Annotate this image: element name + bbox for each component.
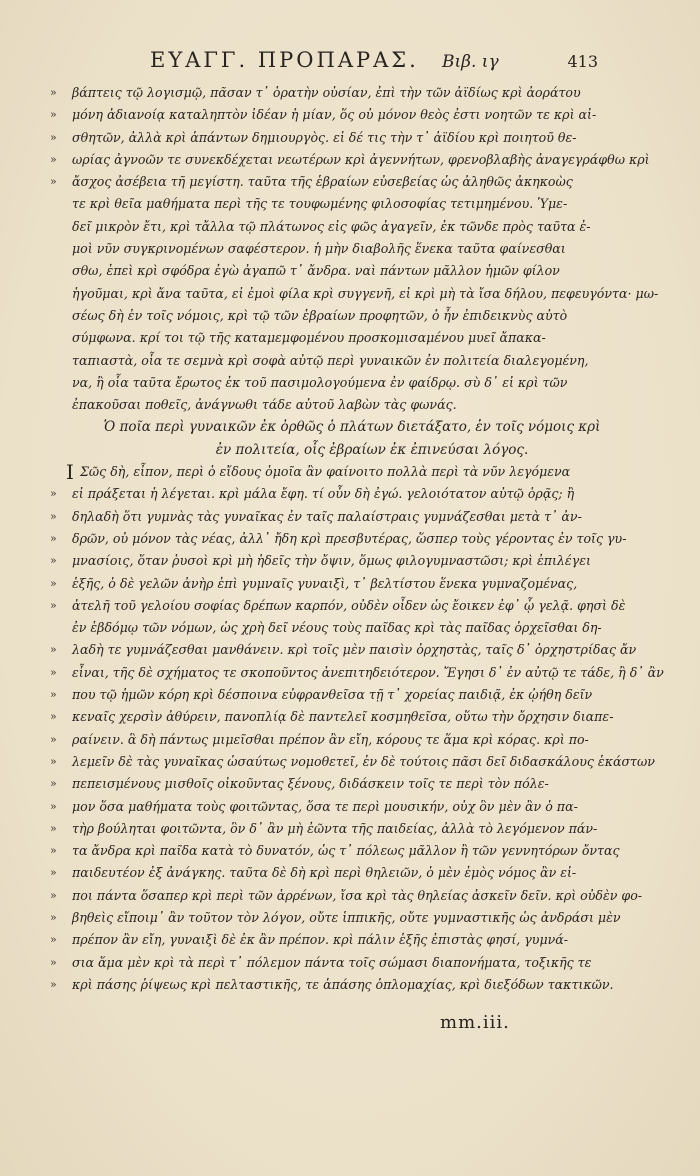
quote-mark: » [50,509,57,523]
text-line [50,751,655,773]
line-text: ἄσχος ἀσέβεια τῆ μεγίστη. ταῦτα τῆς ἑβραίων εὐσεβείας ὡς ἀληθῶς ἀκηκοὼς [72,174,573,190]
quote-mark: » [50,688,57,702]
text-line [50,573,632,595]
quote-mark: » [50,977,57,991]
quote-mark: » [50,933,57,947]
line-text: σθητῶν, ἀλλὰ κρὶ ἁπάντων δημιουργὸς. εἰ δέ τις τὴν τ᾽ ἀϊδίου κρὶ ποιητοῦ θε- [72,129,577,145]
line-text: ἡγοῦμαι, κρὶ ἄνα ταῦτα, εἰ ἐμοὶ φίλα κρὶ συγγενῆ, εἰ κρὶ μὴ τὰ ἴσα δήλου, πεφευγόντα· μω- [72,285,659,301]
text-line [50,662,664,684]
quote-mark: » [50,130,57,144]
line-text: ἐν πολιτεία, οἷς ἑβραίων ἐκ ἐπινεύσαι λόγος. [215,441,529,458]
line-text: εἶναι, τῆς δὲ σχήματος τε σκοποῦντος ἀνεπιτηδειότερον. Ἔγησι δ᾽ ἐν αὐτῷ τε τάδε, ἢ δ᾽ ἂν [72,664,664,680]
text-line [50,684,632,706]
line-text: κεναῖς χερσὶν ἀθύρειν, πανοπλίᾳ δὲ παντελεῖ κοσμηθεῖσα, οὕτω τὴν ὄρχησιν διαπε- [72,709,614,725]
line-text: ραίνειν. ἃ δὴ πάντως μιμεῖσθαι πρέπον ἂν εἴη, κόρους τε ἅμα κρὶ κόρας. κρὶ πο- [72,731,589,747]
line-text: σέως δὴ ἐν τοῖς νόμοις, κρὶ τῷ τῶν ἑβραίων προφητῶν, ὁ ἦν ἐπιδεικνὺς αὐτὸ [72,307,568,323]
line-text: σύμφωνα. κρί τοι τῷ τῆς καταμεμφομένου προσκομισαμένου μυεῖ ἄπακα- [72,330,546,346]
body-text [50,82,664,996]
line-text: ἀτελῆ τοῦ γελοίου σοφίας δρέπων καρπόν, οὐδὲν οἶδεν ὡς ἔοικεν ἐφ᾽ ᾧ γελᾷ. φησὶ δὲ [72,597,626,613]
text-line [50,127,632,149]
quote-mark: » [50,86,57,99]
running-head: ΕΥΑΓΓ. ΠΡΟΠΑΡΑΣ. [150,48,419,72]
text-line [72,372,632,394]
quote-mark: » [50,576,57,590]
line-text: Ὁ ποῖα περὶ γυναικῶν ἐκ ὀρθῶς ὁ πλάτων διετάξατο, ἐν τοῖς νόμοις κρὶ [103,419,601,436]
text-line [72,238,632,260]
line-text: σθω, ἐπεὶ κρὶ σφόδρα ἐγὼ ἀγαπῶ τ᾽ ἄνδρα. ναὶ πάντων μᾶλλον ἡμῶν φίλον [72,263,560,279]
quote-mark: » [50,531,57,545]
line-text: τὴρ βούληται φοιτῶντα, ὃν δ᾽ ἂν μὴ ἐῶντα τῆς παιδείας, ἀλλὰ τὸ λεγόμενον πάν- [72,820,598,836]
text-line [66,460,632,485]
line-text: παιδευτέον ἐξ ἀνάγκης. ταῦτα δὲ δὴ κρὶ περὶ θηλειῶν, ὁ μὲν ἐμὸς νόμος ἂν εἰ- [72,865,577,881]
initial-letter: Ι [66,460,74,485]
quote-mark: » [50,108,57,122]
quote-mark: » [50,844,57,858]
text-line [50,483,632,505]
line-text: δρῶν, οὐ μόνον τὰς νέας, ἀλλ᾽ ἤδη κρὶ πρεσβυτέρας, ὥσπερ τοὺς γέροντας ἐν τοῖς γυ- [72,530,627,546]
line-text: μον ὅσα μαθήματα τοὺς φοιτῶντας, ὅσα τε περὶ μουσικήν, οὐχ ὃν μὲν ἂν ὁ πα- [72,798,578,814]
text-line [50,550,632,572]
text-line [50,639,637,661]
line-text: πεπεισμένους μισθοῖς οἰκοῦντας ξένους, διδάσκειν τοῖς τε περὶ τὸν πόλε- [72,776,549,792]
text-line [72,216,632,238]
text-line [50,885,643,907]
book-reference: Βιβ. ιγ [442,52,499,72]
text-line [50,528,632,550]
text-line [72,350,632,372]
text-line [72,260,632,282]
quote-mark: » [50,665,57,679]
line-text: μνασίοις, ὅταν ῥυσοὶ κρὶ μὴ ἡδεῖς τὴν ὄψιν, ὅμως φιλογυμναστῶσι; κρὶ ἐπιλέγει [72,553,591,569]
line-text: ποι πάντα ὅσαπερ κρὶ περὶ τῶν ἀρρένων, ἴσα κρὶ τὰς θηλείας ἀσκεῖν δεῖν. κρὶ οὐδὲν φο- [72,887,643,903]
text-line [50,104,632,126]
quote-mark: » [50,777,57,791]
text-line [50,796,632,818]
quote-mark: » [50,866,57,880]
line-text: δηλαδὴ ὅτι γυμνὰς τὰς γυναῖκας ἐν ταῖς παλαίστραις γυμνάζεσθαι μετὰ τ᾽ ἀν- [72,508,582,524]
quote-mark: » [50,910,57,924]
text-line [72,416,632,438]
line-text: λαδὴ τε γυμνάζεσθαι μανθάνειν. κρὶ τοῖς μὲν παισὶν ὀρχηστὰς, ταῖς δ᾽ ὀρχηστρίδας ἄν [72,642,637,658]
line-text: Σῶς δὴ, εἶπον, περὶ ὁ εἴδους ὁμοῖα ἂν φαίνοιτο πολλὰ περὶ τὰ νῦν λεγόμενα [80,464,571,480]
text-line [72,394,632,416]
line-text: βηθεὶς εἴποιμ᾽ ἂν τοῦτον τὸν λόγον, οὔτε ἱππικῆς, οὔτε γυμναστικῆς ὡς ἀνδράσι μὲν [72,909,621,925]
text-line [72,305,632,327]
line-text: να, ἢ οἷα ταῦτα ἔρωτος ἐκ τοῦ πασιμολογούμενα ἐν φαίδρῳ. σὺ δ᾽ εἰ κρὶ τῶν [72,374,568,390]
line-text: ωρίας ἀγνοῶν τε συνεκδέχεται νεωτέρων κρὶ ἀγεννήτων, φρενοβλαβὴς ἀναγεγράφθω κρὶ [72,151,650,167]
quote-mark: » [50,888,57,902]
line-text: εἰ πράξεται ἡ λέγεται. κρὶ μάλα ἔφη. τί οὖν δὴ ἐγώ. γελοιότατον αὐτῷ ὁρᾷς; ἢ [72,486,575,502]
quote-mark: » [50,152,57,166]
text-line [50,595,632,617]
text-line [50,729,632,751]
text-line [50,974,632,996]
text-line [50,149,650,171]
line-text: τα ἄνδρα κρὶ παῖδα κατὰ τὸ δυνατόν, ὡς τ᾽ πόλεως μᾶλλον ἢ τῶν γεννητόρων ὄντας [72,843,620,859]
line-text: που τῷ ἡμῶν κόρη κρὶ δέσποινα εὐφρανθεῖσα τῇ τ᾽ χορείας παιδιᾷ, ἐκ ᾠήθη δεῖν [72,687,593,703]
text-line [72,617,632,639]
line-text: βάπτεις τῷ λογισμῷ, πᾶσαν τ᾽ ὁρατὴν οὐσίαν, ἐπὶ τὴν τῶν ἀϊδίως κρὶ ἀοράτου [72,85,581,100]
line-text: σια ἅμα μὲν κρὶ τὰ περὶ τ᾽ πόλεμον πάντα τοῖς σώμασι διαπονήματα, τοξικῆς τε [72,954,592,970]
text-line [50,706,632,728]
line-text: κρὶ πάσης ῥίψεως κρὶ πελταστικῆς, τε ἁπάσης ὁπλομαχίας, κρὶ διεξόδων τακτικῶν. [72,976,614,992]
quote-mark: » [50,799,57,813]
line-text: ἐν ἑβδόμῳ τῶν νόμων, ὡς χρὴ δεῖ νέους τοὺς παῖδας κρὶ τὰς παῖδας ὀρχεῖσθαι δη- [72,620,602,636]
quote-mark: » [50,732,57,746]
quote-mark: » [50,175,57,189]
quote-mark: » [50,598,57,612]
quote-mark: » [50,955,57,969]
page-number: 413 [567,52,598,71]
text-line [50,171,632,193]
quote-mark: » [50,554,57,568]
text-line [50,907,632,929]
line-text: μόνη ἀδιανοίᾳ καταληπτὸν ἰδέαν ἡ μίαν, ὅς οὐ μόνον θεὸς ἐστι νοητῶν τε κρὶ αἰ- [72,107,597,123]
text-line [72,193,632,215]
text-line [50,862,632,884]
line-text: μοὶ νῦν συγκρινομένων σαφέστερον. ἡ μὴν διαβολῆς ἕνεκα ταῦτα φαίνεσθαι [72,241,566,257]
text-line [50,82,632,104]
text-line [50,773,632,795]
line-text: ἑξῆς, ὁ δὲ γελῶν ἀνὴρ ἐπὶ γυμναῖς γυναιξὶ, τ᾽ βελτίστου ἕνεκα γυμναζομένας, [72,575,578,591]
text-line [50,952,632,974]
quote-mark: » [50,754,57,768]
text-line [50,818,632,840]
text-line [50,840,632,862]
signature-mark: mm.iii. [440,1012,510,1033]
quote-mark: » [50,821,57,835]
quote-mark: » [50,487,57,501]
page-header [150,48,598,78]
line-text: πρέπον ἂν εἴη, γυναιξὶ δὲ ἐκ ἂν πρέπον. κρὶ πάλιν ἑξῆς ἐπιστὰς φησί, γυμνά- [72,932,569,948]
line-text: ταπιαστὰ, οἷα τε σεμνὰ κρὶ σοφὰ αὐτῷ περὶ γυναικῶν ἐν πολιτεία διαλεγομένη, [72,352,589,368]
text-line [50,929,632,951]
text-line [50,506,632,528]
line-text: τε κρὶ θεῖα μαθήματα περὶ τῆς τε τουφωμένης φιλοσοφίας τετιμημένου. Ὑμε- [72,196,568,212]
text-line [72,439,632,461]
line-text: ἐπακοῦσαι ποθεῖς, ἀνάγνωθι τάδε αὐτοῦ λαβὼν τὰς φωνάς. [72,397,457,413]
quote-mark: » [50,643,57,657]
text-line [72,327,632,349]
line-text: λεμεῖν δὲ τὰς γυναῖκας ὡσαύτως νομοθετεῖ, ἐν δὲ τούτοις πᾶσι δεῖ διδασκάλους ἑκάστων [72,753,655,769]
text-line [72,283,659,305]
line-text: δεῖ μικρὸν ἔτι, κρὶ τἄλλα τῷ πλάτωνος εἰς φῶς ἀγαγεῖν, ἐκ τῶνδε πρὸς ταῦτα ἐ- [72,218,591,234]
quote-mark: » [50,710,57,724]
